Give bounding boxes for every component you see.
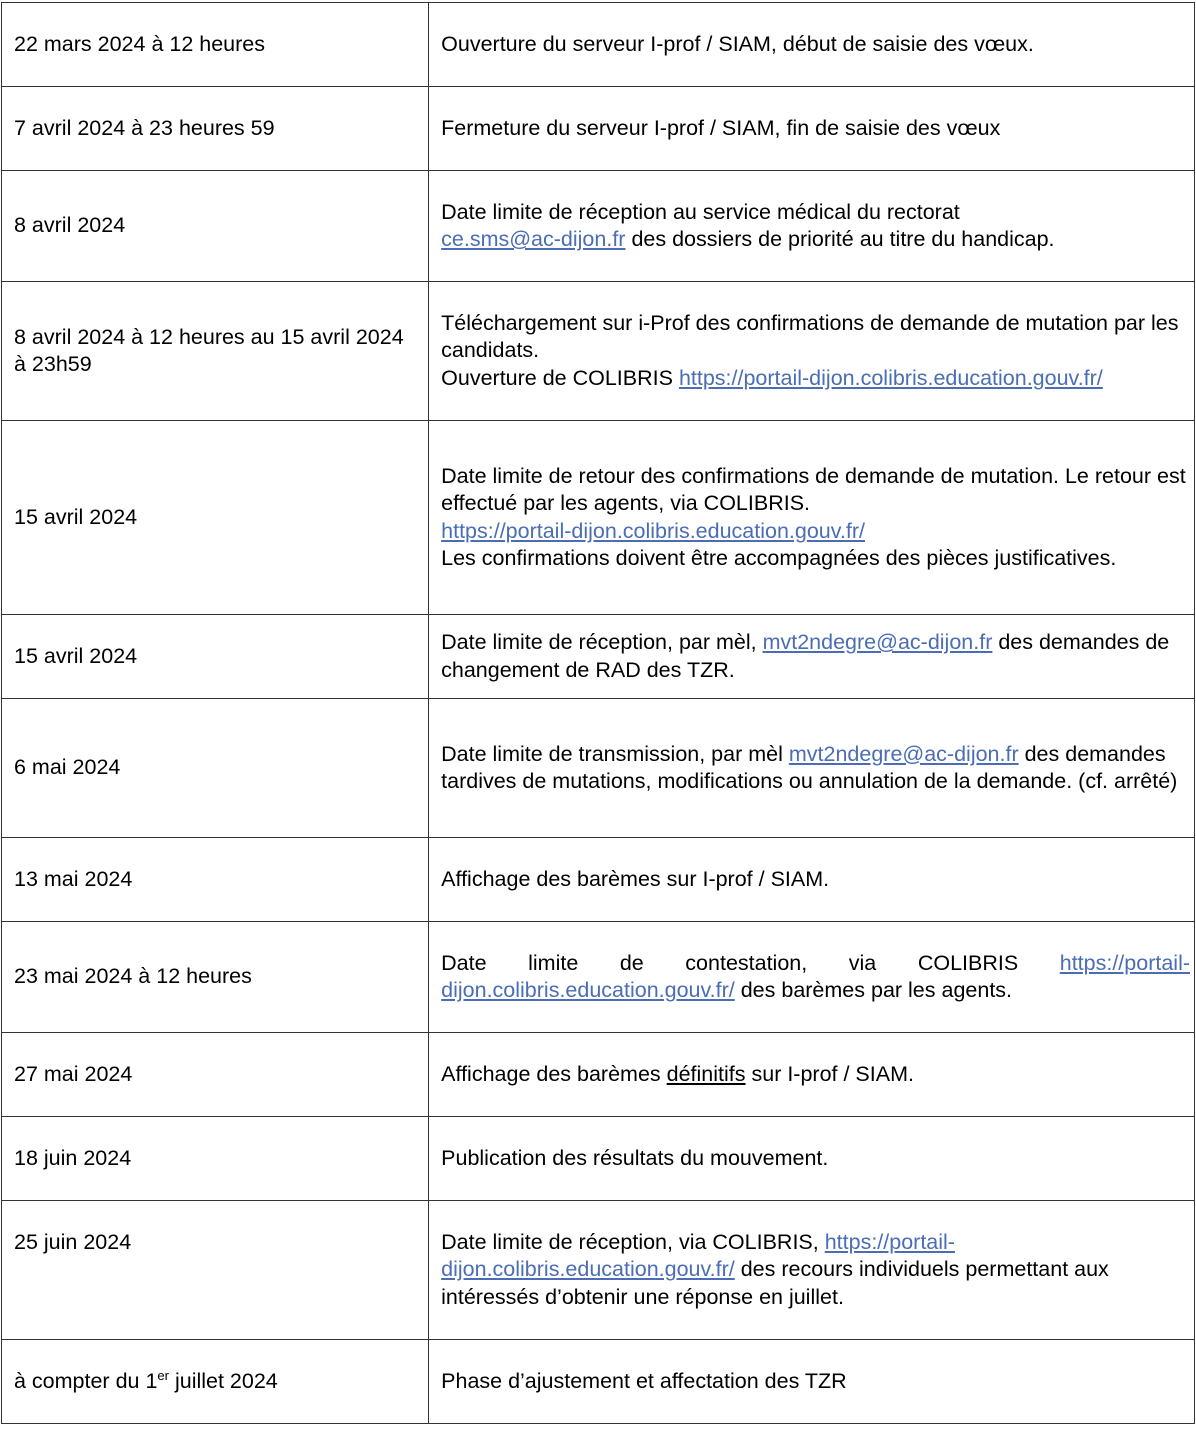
text: 27 mai 2024 <box>14 1061 133 1086</box>
text: Les confirmations doivent être accompagnées des pièces justificatives. <box>441 546 1117 570</box>
description-cell <box>429 1033 1195 1117</box>
description-cell <box>429 1201 1195 1340</box>
table-row <box>2 699 1195 838</box>
date-cell <box>2 699 429 838</box>
date-cell <box>2 3 429 87</box>
text: 18 juin 2024 <box>14 1145 132 1170</box>
table-row <box>2 922 1195 1033</box>
date-cell <box>2 282 429 421</box>
text: des barèmes par les agents. <box>734 978 1013 1002</box>
description-cell <box>429 421 1195 615</box>
date-cell <box>2 1340 429 1424</box>
description-cell <box>429 282 1195 421</box>
link[interactable]: mvt2ndegre@ac-dijon.fr <box>788 741 1019 766</box>
table-row <box>2 87 1195 171</box>
date-cell <box>2 87 429 171</box>
link[interactable]: https://portail-dijon.colibris.education.gouv.fr/ <box>441 950 1190 1002</box>
text: des recours individuels permettant aux intéressés d’obtenir une réponse en juillet. <box>441 1257 1109 1309</box>
date-cell <box>2 615 429 699</box>
calendar-body <box>2 3 1195 1424</box>
date-cell <box>2 1201 429 1340</box>
description-cell <box>429 922 1195 1033</box>
text: 6 mai 2024 <box>14 755 121 780</box>
text: 15 avril 2024 <box>14 504 138 529</box>
text: Publication des résultats du mouvement. <box>441 1145 829 1170</box>
date-cell <box>2 421 429 615</box>
text: Date limite de retour des confirmations de demande de mutation. Le retour est effectué par les agents, via COLIBRIS. <box>441 463 1186 515</box>
table-row <box>2 1340 1195 1424</box>
date-cell <box>2 1117 429 1201</box>
text: des demandes de changement de RAD des TZR. <box>441 630 1170 682</box>
text: 23 mai 2024 à 12 heures <box>14 964 252 989</box>
text: sur I-prof / SIAM. <box>745 1061 914 1086</box>
table-row <box>2 1117 1195 1201</box>
description-cell <box>429 171 1195 282</box>
table-row <box>2 615 1195 699</box>
description-cell <box>429 3 1195 87</box>
text: Date limite de réception au service médical du rectorat <box>441 199 960 224</box>
text: Affichage des barèmes <box>441 1061 667 1086</box>
date-cell <box>2 922 429 1033</box>
text: 7 avril 2024 à 23 heures 59 <box>14 115 275 140</box>
text: Date limite de réception, par mèl, <box>441 630 763 654</box>
text: Phase d’ajustement et affectation des TZR <box>441 1368 847 1393</box>
text: Téléchargement sur i-Prof des confirmations de demande de mutation par les candidats. <box>441 310 1179 363</box>
mutation-calendar-table <box>1 2 1195 1424</box>
text: Date limite de contestation, via COLIBRIS <box>441 950 1060 975</box>
date-cell <box>2 171 429 282</box>
description-cell <box>429 699 1195 838</box>
underlined-text: définitifs <box>666 1061 746 1086</box>
table-row <box>2 1033 1195 1117</box>
table-row <box>2 282 1195 421</box>
table-row <box>2 838 1195 922</box>
description-cell <box>429 615 1195 699</box>
table-row <box>2 3 1195 87</box>
date-cell <box>2 838 429 922</box>
text: 15 avril 2024 <box>14 643 138 668</box>
link[interactable]: https://portail-dijon.colibris.education.gouv.fr/ <box>441 518 865 543</box>
text: Ouverture du serveur I-prof / SIAM, début de saisie des vœux. <box>441 31 1034 56</box>
link[interactable]: mvt2ndegre@ac-dijon.fr <box>762 630 993 654</box>
superscript: er <box>157 1367 169 1383</box>
table-row <box>2 421 1195 615</box>
table-row <box>2 1201 1195 1340</box>
date-cell <box>2 1033 429 1117</box>
text: 22 mars 2024 à 12 heures <box>14 31 265 56</box>
description-cell <box>429 838 1195 922</box>
link[interactable]: ce.sms@ac-dijon.fr <box>441 227 626 251</box>
text: Date limite de réception, via COLIBRIS, <box>441 1229 825 1254</box>
link[interactable]: https://portail-dijon.colibris.education.gouv.fr/ <box>678 365 1103 390</box>
text: Date limite de transmission, par mèl <box>441 741 789 766</box>
text: Ouverture de COLIBRIS <box>441 365 679 390</box>
text: 8 avril 2024 <box>14 213 126 238</box>
text: à compter du 1 <box>14 1368 158 1393</box>
text: Fermeture du serveur I-prof / SIAM, fin de saisie des vœux <box>441 115 1001 140</box>
link[interactable]: https://portail-dijon.colibris.education.gouv.fr/ <box>441 1229 955 1282</box>
description-cell <box>429 1117 1195 1201</box>
text: Affichage des barèmes sur I-prof / SIAM. <box>441 866 830 891</box>
description-cell <box>429 1340 1195 1424</box>
text: 25 juin 2024 <box>14 1230 132 1254</box>
description-cell <box>429 87 1195 171</box>
table-row <box>2 171 1195 282</box>
text: 8 avril 2024 à 12 heures au 15 avril 2024 à 23h59 <box>14 324 404 376</box>
text: des demandes tardives de mutations, modifications ou annulation de la demande. (cf. arrêté) <box>441 741 1178 793</box>
text: juillet 2024 <box>168 1368 278 1393</box>
text: des dossiers de priorité au titre du handicap. <box>625 227 1055 251</box>
text: 13 mai 2024 <box>14 866 133 891</box>
